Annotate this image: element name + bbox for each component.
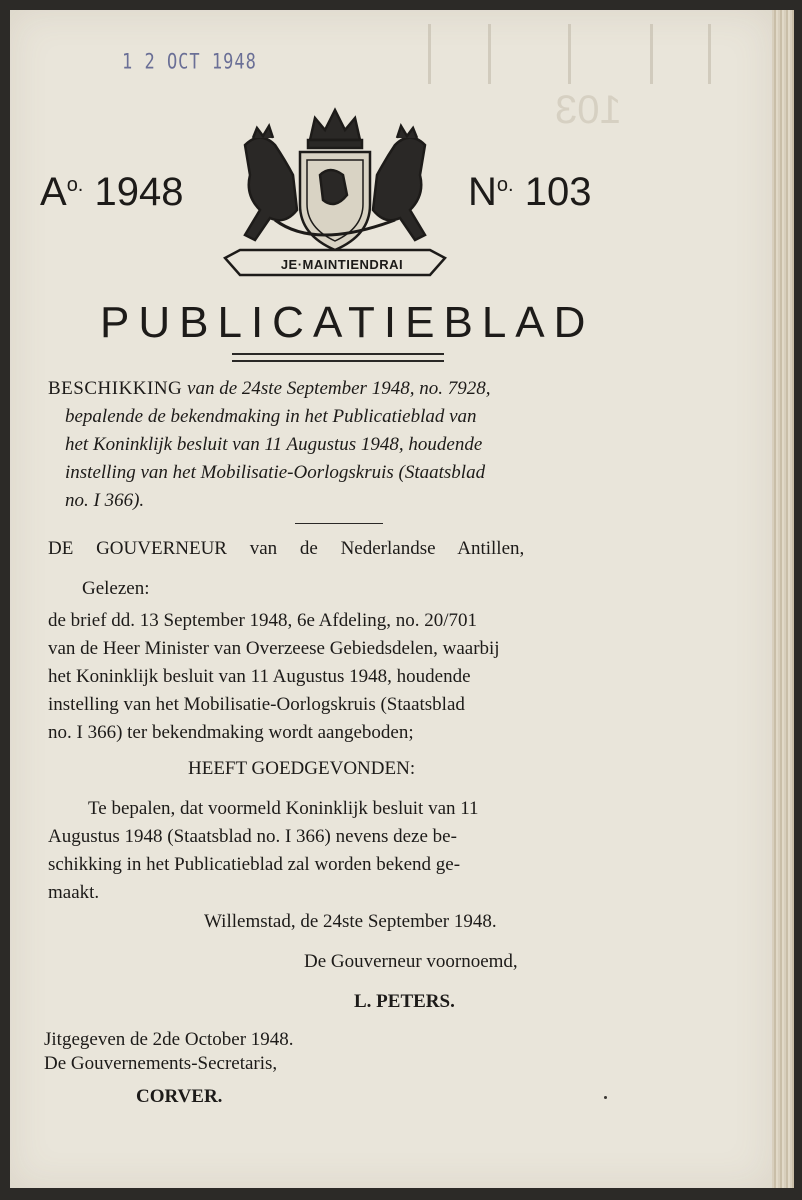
bleed-through-mark [568,24,571,84]
read-text-line: instelling van het Mobilisatie-Oorlogskruis (Staatsblad [48,694,465,715]
issued-line: Jitgegeven de 2de October 1948. [44,1029,294,1050]
bleed-through-mark [650,24,653,84]
read-text-line: de brief dd. 13 September 1948, 6e Afdeling, no. 20/701 [48,610,478,631]
governor-signature: L. PETERS. [354,991,455,1012]
bleed-through-mark [428,24,431,84]
decision-text-line: Augustus 1948 (Staatsblad no. I 366) nevens deze be- [48,826,457,847]
page-edge-strip [772,10,794,1188]
received-date-stamp: 1 2 OCT 1948 [122,49,257,75]
intro-line: BESCHIKKING van de 24ste September 1948, no. 7928, [48,378,491,399]
intro-line: het Koninklijk besluit van 11 Augustus 1948, houdende [65,434,483,455]
decision-text-line: Te bepalen, dat voormeld Koninklijk besluit van 11 [88,798,479,819]
document-page [10,10,772,1188]
secretary-title: De Gouvernements-Secretaris, [44,1053,278,1074]
decision-text-line: schikking in het Publicatieblad zal worden bekend ge- [48,854,461,875]
governor-line: DE GOUVERNEUR van de Nederlandse Antillen, [48,538,525,559]
publication-title: PUBLICATIEBLAD [100,298,595,347]
decision-heading: HEEFT GOEDGEVONDEN: [188,758,416,779]
decision-text-line: maakt. [48,882,100,903]
year-label: $A^{o.}$ 1948 [40,170,184,214]
ink-speck [604,1096,607,1099]
secretary-signature: CORVER. [136,1086,223,1107]
title-rule [232,353,444,355]
intro-line: no. I 366). [65,490,145,511]
intro-line: instelling van het Mobilisatie-Oorlogskruis (Staatsblad [65,462,486,483]
read-text-line: no. I 366) ter bekendmaking wordt aangeboden; [48,722,414,743]
bleed-through-number: 103 [555,88,622,132]
governor-title: De Gouverneur voornoemd, [304,951,518,972]
bleed-through-mark [708,24,711,84]
section-divider [295,523,383,524]
issue-number-label: $N^{o.}$ 103 [468,170,592,214]
coat-of-arms-emblem [215,100,455,280]
place-date: Willemstad, de 24ste September 1948. [204,911,497,932]
bleed-through-mark [488,24,491,84]
intro-line: bepalende de bekendmaking in het Publicatieblad van [65,406,477,427]
title-rule [232,360,444,362]
read-text-line: van de Heer Minister van Overzeese Gebiedsdelen, waarbij [48,638,500,659]
motto-banner: JE·MAINTIENDRAI [280,257,404,272]
read-heading: Gelezen: [82,578,150,599]
read-text-line: het Koninklijk besluit van 11 Augustus 1948, houdende [48,666,471,687]
